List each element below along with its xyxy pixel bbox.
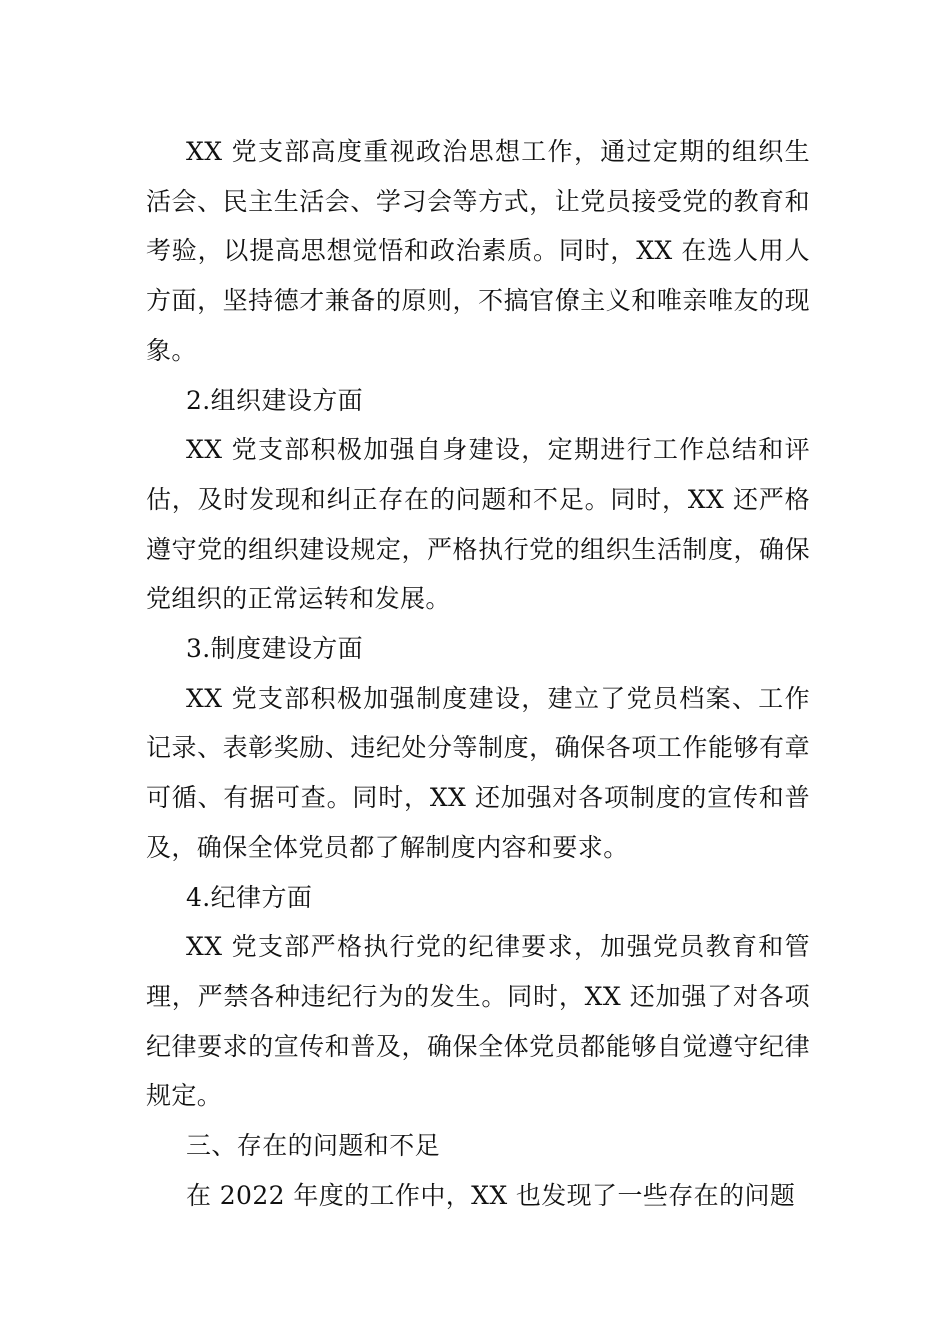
heading-organization-building: 2.组织建设方面	[186, 385, 364, 415]
paragraph-system-building: XX 党支部积极加强制度建设，建立了党员档案、工作记录、表彰奖励、违纪处分等制度，确保各项工作能够有章可循、有据可查。同时，XX 还加强对各项制度的宣传和普及，确保全体党员都了解制度内容和要求。	[146, 683, 810, 862]
paragraph-discipline: XX 党支部严格执行党的纪律要求，加强党员教育和管理，严禁各种违纪行为的发生。同时，XX 还加强了对各项纪律要求的宣传和普及，确保全体党员都能够自觉遵守纪律规定。	[146, 932, 810, 1111]
paragraph-problems: 在 2022 年度的工作中，XX 也发现了一些存在的问题	[186, 1180, 796, 1210]
heading-discipline: 4.纪律方面	[186, 882, 313, 912]
paragraph-political-work: XX 党支部高度重视政治思想工作，通过定期的组织生活会、民主生活会、学习会等方式，让党员接受党的教育和考验，以提高思想觉悟和政治素质。同时，XX 在选人用人方面，坚持德才兼备的原则，不搞官僚主义和唯亲唯友的现象。	[146, 137, 810, 365]
paragraph-organization-building: XX 党支部积极加强自身建设，定期进行工作总结和评估，及时发现和纠正存在的问题和不足。同时，XX 还严格遵守党的组织建设规定，严格执行党的组织生活制度，确保党组织的正常运转和发展。	[146, 435, 810, 614]
heading-problems: 三、存在的问题和不足	[186, 1131, 441, 1161]
document-page	[146, 127, 810, 1220]
heading-system-building: 3.制度建设方面	[186, 634, 364, 664]
